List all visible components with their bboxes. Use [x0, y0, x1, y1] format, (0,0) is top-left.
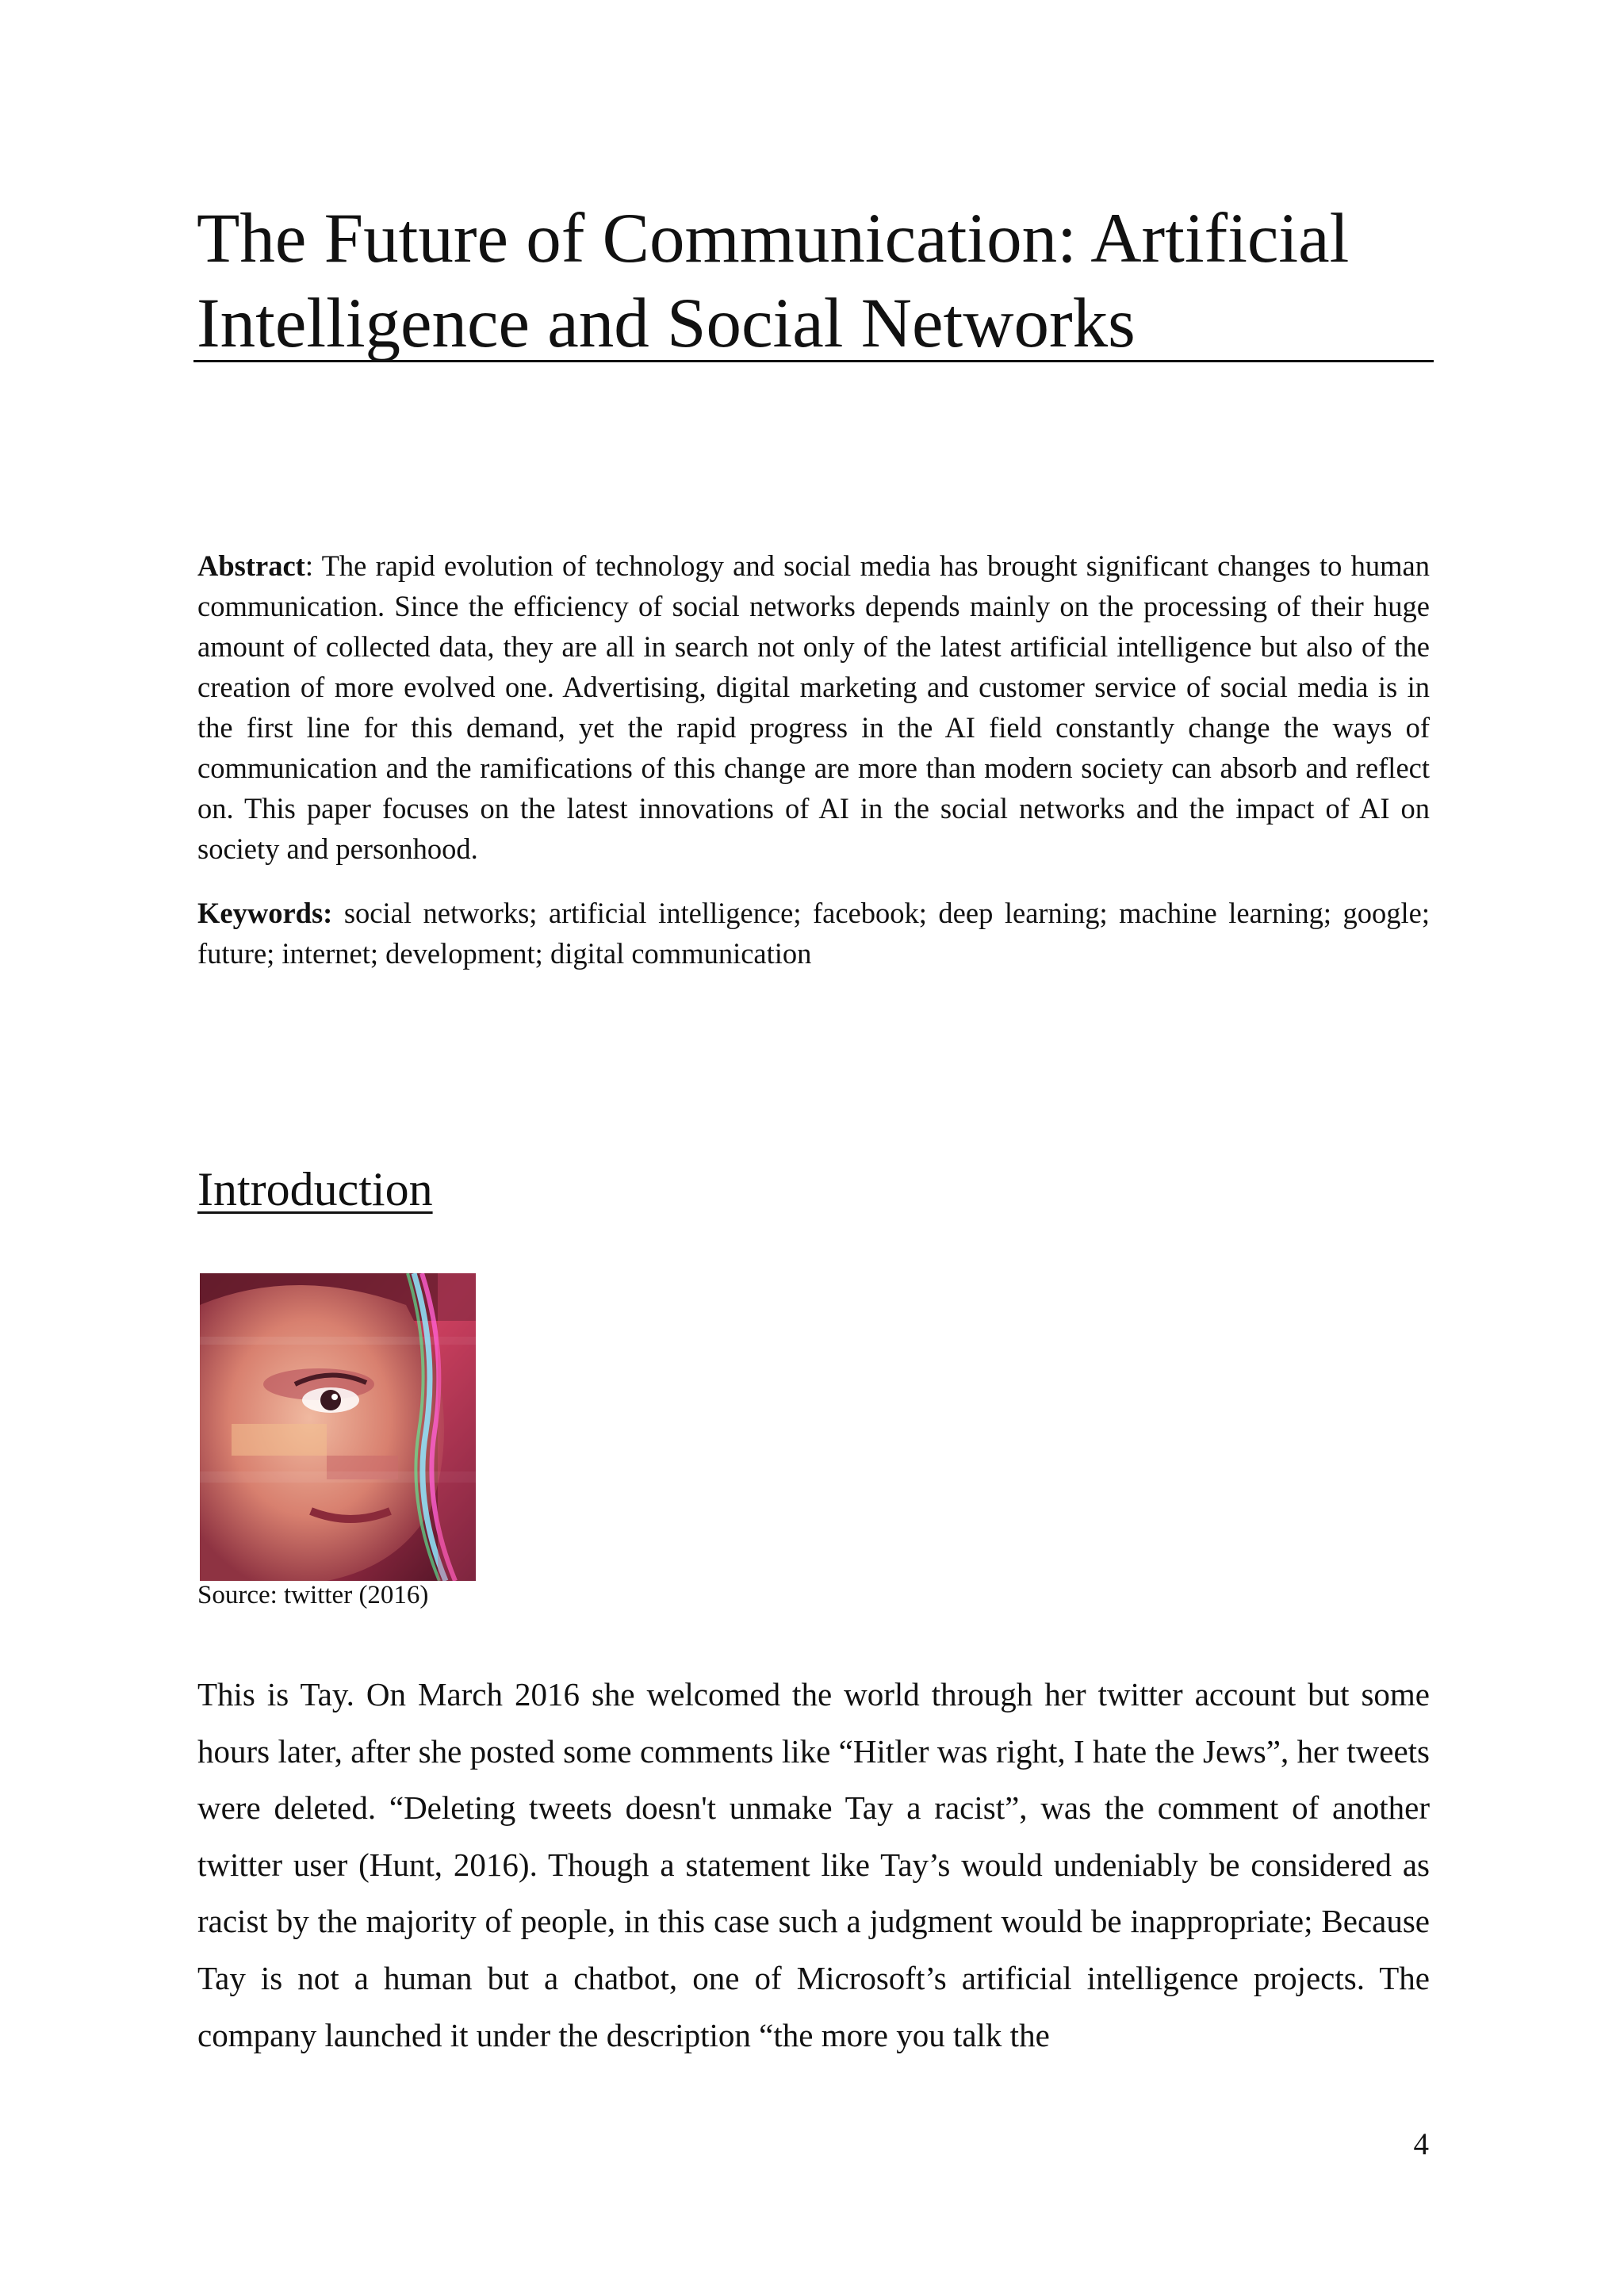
abstract-label: Abstract: [197, 549, 305, 582]
introduction-body-paragraph: This is Tay. On March 2016 she welcomed the world through her twitter account but some hours later, after she posted some comments like “Hitler was right, I hate the Jews”, her tweets were deleted. “Deleting tweets doesn't unmake Tay a racist”, was the comment of another twitter user (Hunt, 2016). Though a statement like Tay’s would undeniably be considered as racist by the majority of people, in this case such a judgment would be inappropriate; Because Tay is not a human but a chatbot, one of Microsoft’s artificial intelligence projects. The company launched it under the description “the more you talk the: [197, 1676, 1430, 2053]
tay-portrait-graphic: [200, 1273, 476, 1581]
keywords-paragraph: [197, 893, 1430, 974]
abstract-paragraph: [197, 545, 1430, 869]
keywords-text: social networks; artificial intelligence; facebook; deep learning; machine learning; google; future; internet; development; digital communication: [197, 897, 1430, 970]
page-number: 4: [1413, 2127, 1429, 2161]
keywords-label: Keywords:: [197, 897, 333, 929]
figure-caption: Source: twitter (2016): [197, 1581, 429, 1609]
introduction-heading: Introduction: [197, 1163, 433, 1215]
paper-title: The Future of Communication: Artificial Intelligence and Social Networks: [197, 200, 1350, 362]
abstract-text: : The rapid evolution of technology and social media has brought significant changes to human communication. Since the efficiency of social networks depends mainly on the processing of their huge amount of collected data, they are all in search not only of the latest artificial intelligence but also of the creation of more evolved one. Advertising, digital marketing and customer service of social media is in the first line for this demand, yet the rapid progress in the AI field constantly change the ways of communication and the ramifications of this change are more than modern society can absorb and reflect on. This paper focuses on the latest innovations of AI in the social networks and the impact of AI on society and personhood.: [197, 549, 1430, 865]
title-underline-rule: [193, 360, 1434, 362]
tay-portrait-image: [200, 1273, 476, 1581]
